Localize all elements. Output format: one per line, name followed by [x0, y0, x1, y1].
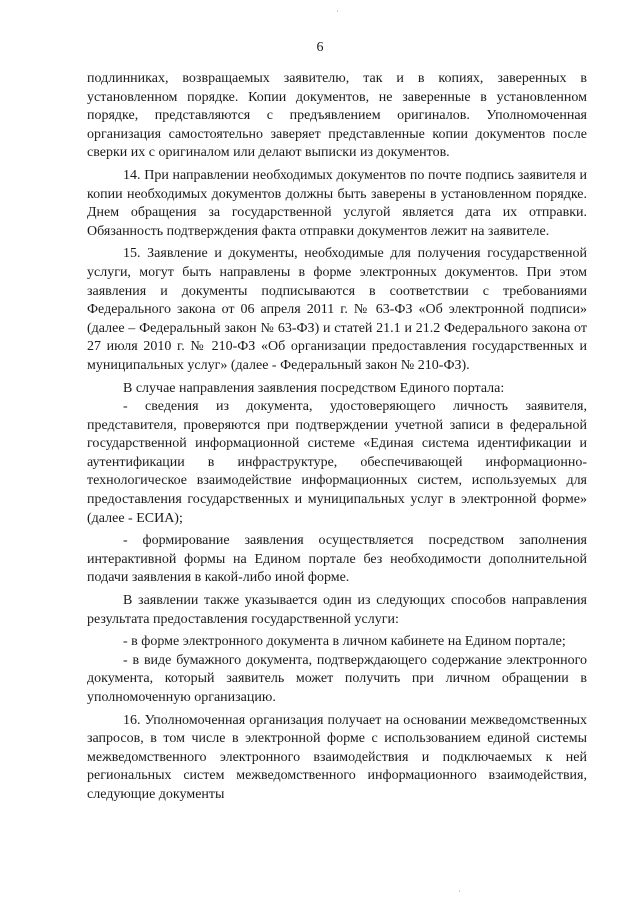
paragraph-portal-intro: В случае направления заявления посредством Единого портала: [123, 380, 505, 396]
paragraph-form-item: - формирование заявления осуществляется посредством заполнения интерактивной формы на Едином портале без необходимости дополнительной подачи заявления в какой-либо иной форме. [87, 533, 587, 586]
scan-dot-mark: · [336, 6, 339, 16]
page-number: 6 [316, 40, 324, 55]
paragraph-result-methods: В заявлении также указывается один из следующих способов направления результата предоставления государственной услуги: [87, 593, 587, 627]
paragraph-paper-option: - в виде бумажного документа, подтверждающего содержание электронного документа, который заявитель может получить при личном обращении в уполномоченную организацию. [87, 652, 587, 705]
paragraph-15: 15. Заявление и документы, необходимые для получения государственной услуги, могут быть направлены в форме электронных документов. При этом заявления и документы подписываются в соответствии с требованиями Федерального закона от 06 апреля 2011 г. № 63-ФЗ «Об электронной подписи» (далее – Федеральный закон № 63-ФЗ) и статей 21.1 и 21.2 Федерального закона от 27 июля 2010 г. № 210-ФЗ «Об организации предоставления государственных и муниципальных услуг» (далее - Федеральный закон № 210-ФЗ). [87, 246, 587, 373]
paragraph-14: 14. При направлении необходимых документов по почте подпись заявителя и копии необходимых документов должны быть заверены в установленном порядке. Днем обращения за государственной услугой является дата их отправки. Обязанность подтверждения факта отправки документов лежит на заявителе. [87, 167, 587, 239]
paragraph-continuation: подлинниках, возвращаемых заявителю, так и в копиях, заверенных в установленном порядке. Копии документов, не заверенные в установленном порядке, представляются с предъявлением оригиналов. Уполномоченная организация самостоятельно заверяет представленные копии документов после сверки их с оригиналом или делают выписки из документов. [87, 71, 587, 161]
document-body [87, 70, 587, 805]
paragraph-16: 16. Уполномоченная организация получает на основании межведомственных запросов, в том числе в электронной форме с использованием единой системы межведомственного электронного взаимодействия и подключаемых к ней региональных систем межведомственного информационного взаимодействия, следующие документы [87, 712, 587, 802]
scan-dot-mark: · [458, 886, 461, 896]
paragraph-electronic-option: - в форме электронного документа в личном кабинете на Едином портале; [123, 634, 566, 650]
paragraph-esia-item: - сведения из документа, удостоверяющего личность заявителя, представителя, проверяются при подтверждении учетной записи в федеральной государственной информационной системе «Единая система идентификации и аутентификации в инфраструктуре, обеспечивающей информационно-технологическое взаимодействие информационных систем, используемых для предоставления государственных и муниципальных услуг в электронной форме» (далее - ЕСИА); [87, 399, 587, 526]
